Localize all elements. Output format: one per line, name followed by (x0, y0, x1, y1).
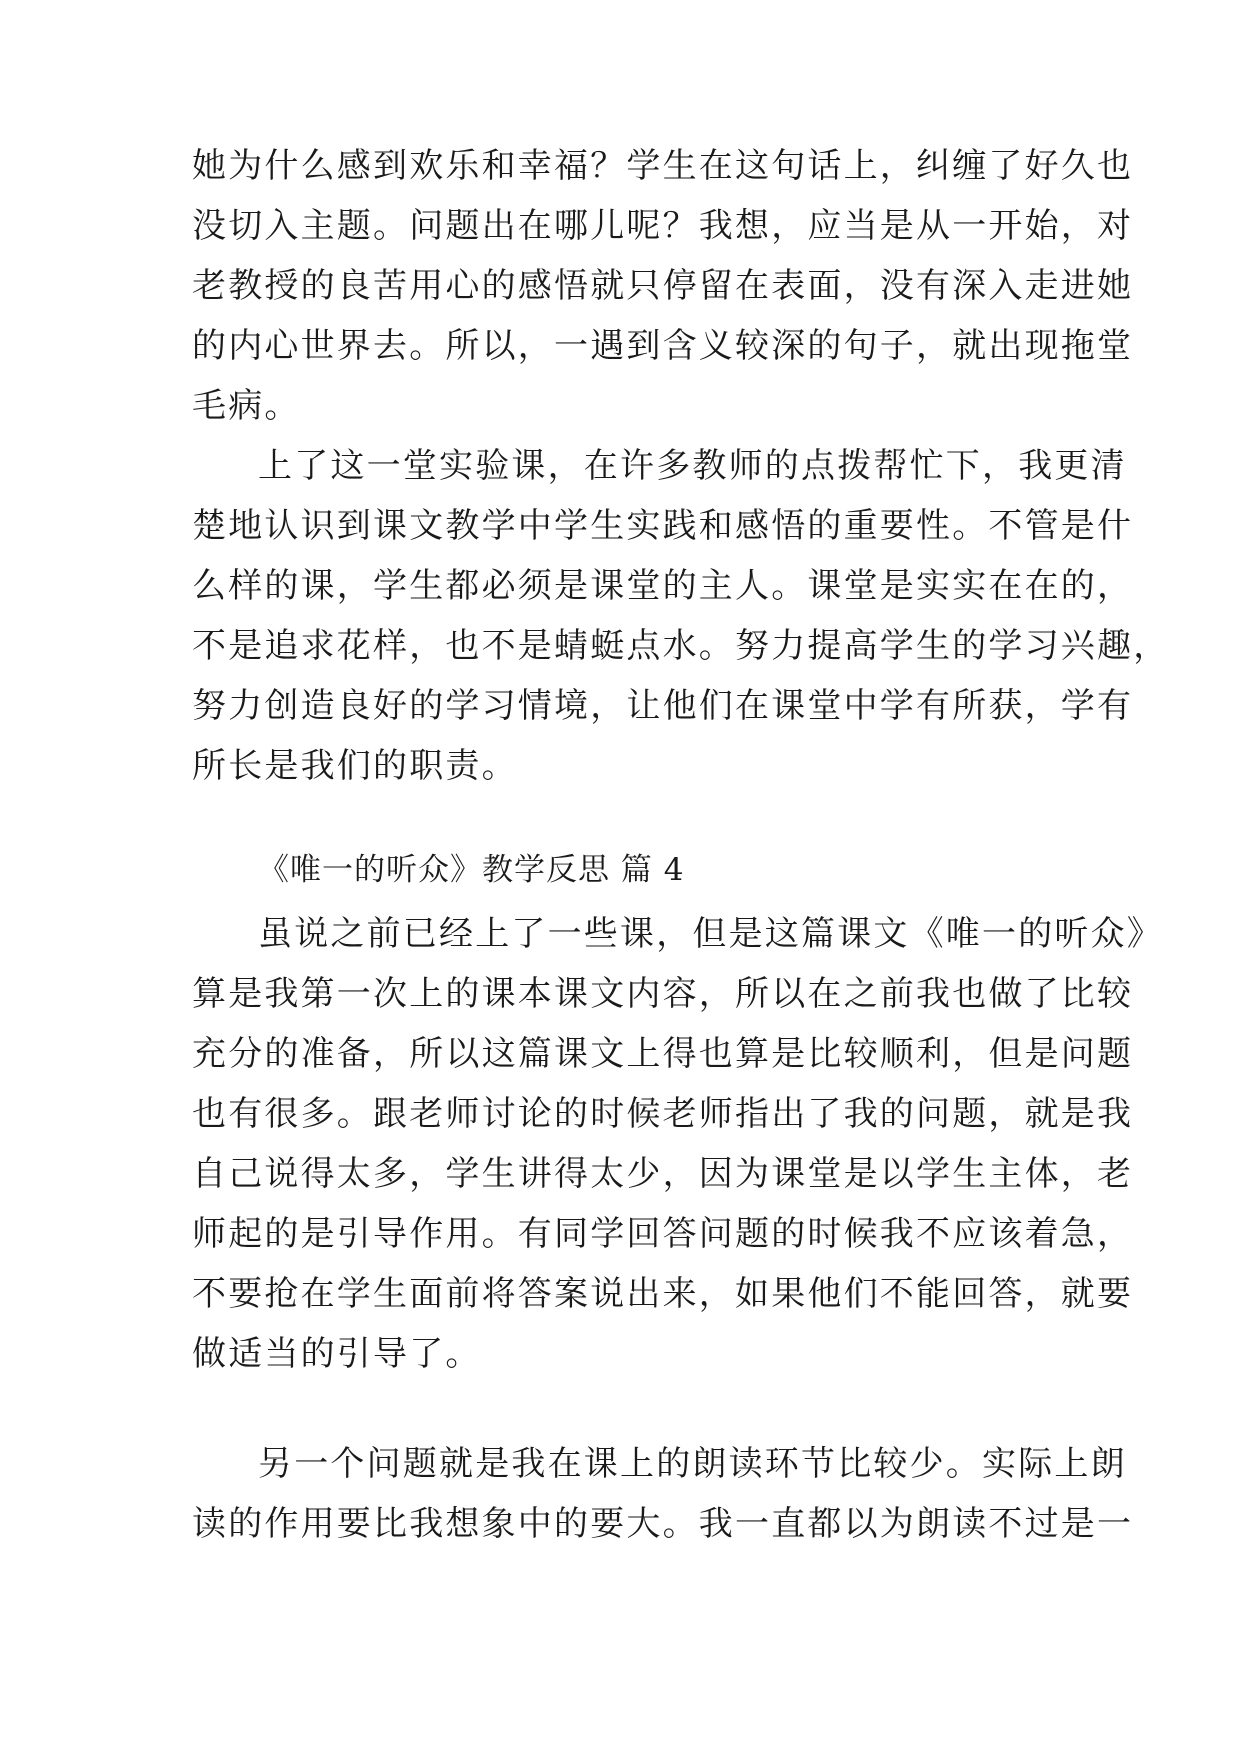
paragraph-1-line-4: 的内心世界去。所以，一遇到含义较深的句子，就出现拖堂 (192, 326, 1134, 366)
paragraph-4-line-1: 另一个问题就是我在课上的朗读环节比较少。实际上朗 (258, 1444, 1127, 1484)
paragraph-2-line-3: 么样的课，学生都必须是课堂的主人。课堂是实实在在的， (192, 566, 1134, 606)
paragraph-3-line-1: 虽说之前已经上了一些课，但是这篇课文《唯一的听众》 (258, 914, 1163, 954)
paragraph-2-line-5: 努力创造良好的学习情境，让他们在课堂中学有所获，学有 (192, 686, 1134, 726)
paragraph-3-line-2: 算是我第一次上的课本课文内容，所以在之前我也做了比较 (192, 974, 1134, 1014)
paragraph-3-line-6: 师起的是引导作用。有同学回答问题的时候我不应该着急， (192, 1214, 1134, 1254)
section-title: 《唯一的听众》教学反思 篇 4 (258, 852, 685, 888)
paragraph-2-line-2: 楚地认识到课文教学中学生实践和感悟的重要性。不管是什 (192, 506, 1134, 546)
paragraph-2-line-1: 上了这一堂实验课，在许多教师的点拨帮忙下，我更清 (258, 446, 1127, 486)
paragraph-1-line-2: 没切入主题。问题出在哪儿呢？我想，应当是从一开始，对 (192, 206, 1134, 246)
paragraph-1-line-5: 毛病。 (192, 386, 301, 426)
paragraph-2-line-6: 所长是我们的职责。 (192, 746, 518, 786)
paragraph-1-line-1: 她为什么感到欢乐和幸福？学生在这句话上，纠缠了好久也 (192, 146, 1134, 186)
paragraph-3-line-3: 充分的准备，所以这篇课文上得也算是比较顺利，但是问题 (192, 1034, 1134, 1074)
paragraph-3-line-4: 也有很多。跟老师讨论的时候老师指出了我的问题，就是我 (192, 1094, 1134, 1134)
paragraph-2-line-4: 不是追求花样，也不是蜻蜓点水。努力提高学生的学习兴趣， (192, 626, 1170, 666)
paragraph-1-line-3: 老教授的良苦用心的感悟就只停留在表面，没有深入走进她 (192, 266, 1134, 306)
paragraph-3-line-7: 不要抢在学生面前将答案说出来，如果他们不能回答，就要 (192, 1274, 1134, 1314)
paragraph-3-line-5: 自己说得太多，学生讲得太少，因为课堂是以学生主体，老 (192, 1154, 1134, 1194)
paragraph-4-line-2: 读的作用要比我想象中的要大。我一直都以为朗读不过是一 (192, 1504, 1134, 1544)
paragraph-3-line-8: 做适当的引导了。 (192, 1334, 482, 1374)
